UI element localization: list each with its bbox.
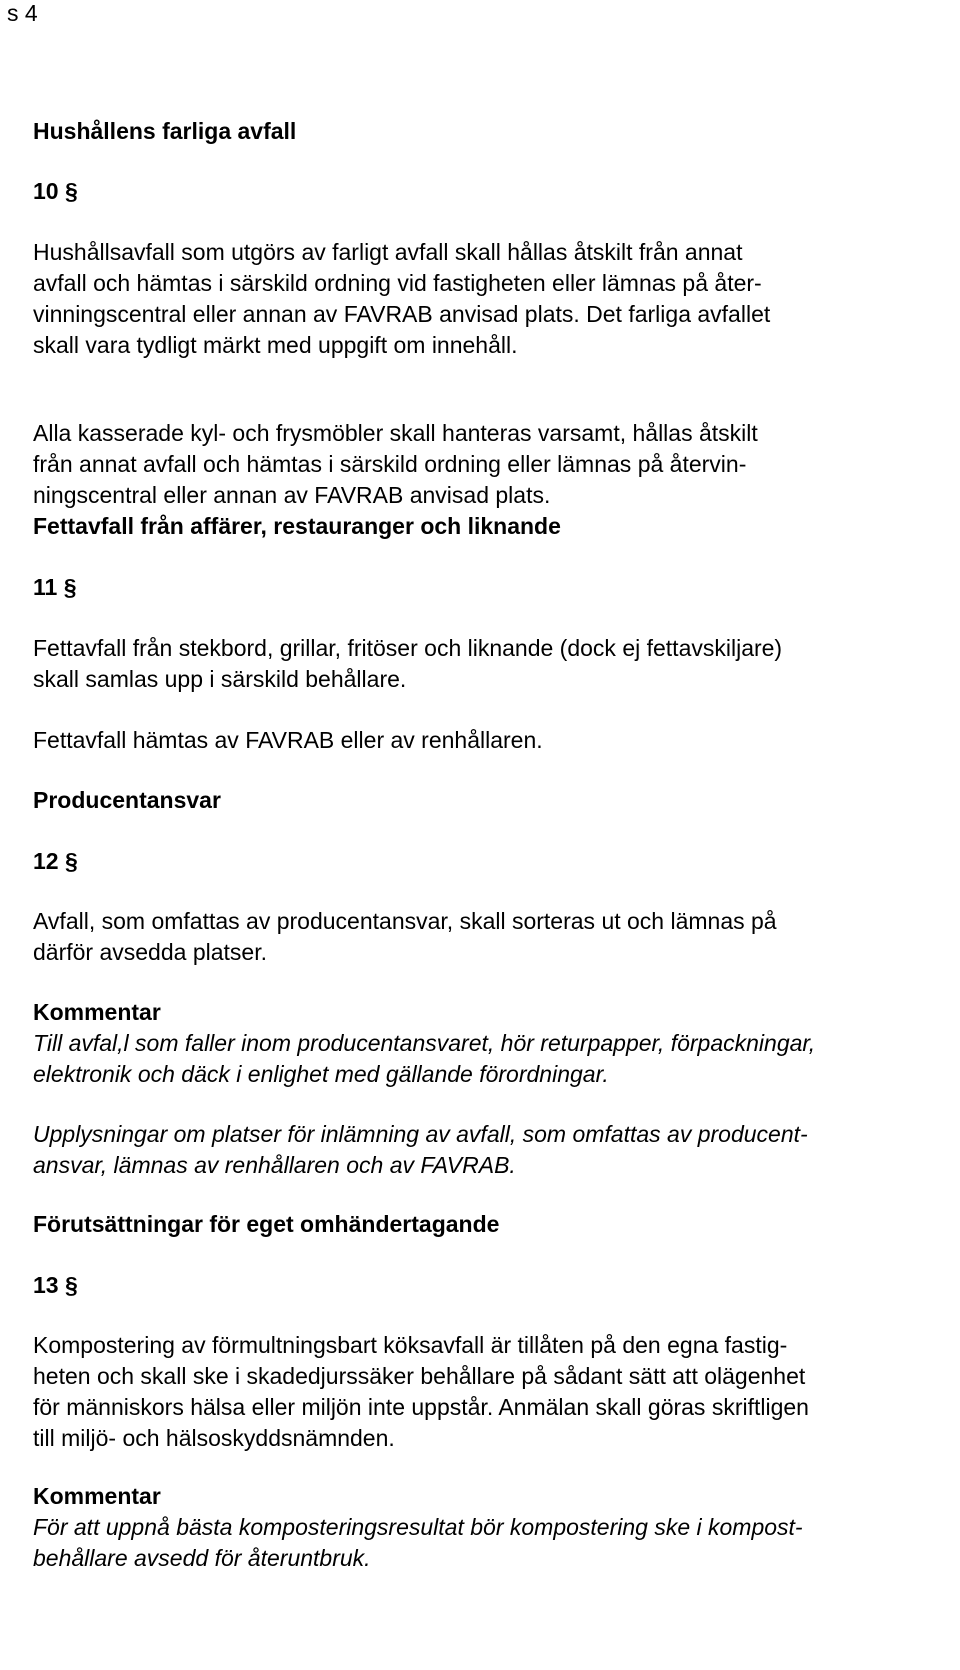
- text-line: Fettavfall från stekbord, grillar, fritöser och liknande (dock ej fettavskiljare): [33, 635, 783, 661]
- text-line: till miljö- och hälsoskyddsnämnden.: [33, 1425, 395, 1451]
- text-line: för människors hälsa eller miljön inte uppstår. Anmälan skall göras skriftligen: [33, 1394, 809, 1420]
- paragraph-11-text-1: [33, 633, 782, 695]
- paragraph-number-10: 10 §: [33, 178, 78, 204]
- text-line: vinningscentral eller annan av FAVRAB anvisad plats. Det farliga avfallet: [33, 301, 771, 327]
- paragraph-13-text-1: [33, 1330, 809, 1454]
- text-line: Alla kasserade kyl- och frysmöbler skall hanteras varsamt, hållas åtskilt: [33, 420, 758, 446]
- comment-12-text-1: [33, 1028, 815, 1090]
- text-line: Kompostering av förmultningsbart köksavfall är tillåten på den egna fastig-: [33, 1332, 788, 1358]
- paragraph-11-text-2: [33, 725, 543, 756]
- paragraph-12-text-1: [33, 906, 777, 968]
- text-line: Fettavfall hämtas av FAVRAB eller av renhållaren.: [33, 727, 543, 753]
- comment-heading-12: Kommentar: [33, 999, 161, 1025]
- text-line: ansvar, lämnas av renhållaren och av FAVRAB.: [33, 1152, 516, 1178]
- paragraph-10-text-2: [33, 418, 758, 511]
- text-line: Upplysningar om platser för inlämning av avfall, som omfattas av producent-: [33, 1121, 808, 1147]
- text-line: Avfall, som omfattas av producentansvar, skall sorteras ut och lämnas på: [33, 908, 777, 934]
- section-heading-grease-waste: Fettavfall från affärer, restauranger och liknande: [33, 513, 561, 539]
- text-line: skall vara tydligt märkt med uppgift om innehåll.: [33, 332, 518, 358]
- text-line: från annat avfall och hämtas i särskild ordning eller lämnas på återvin-: [33, 451, 747, 477]
- text-line: Hushållsavfall som utgörs av farligt avfall skall hållas åtskilt från annat: [33, 239, 743, 265]
- text-line: För att uppnå bästa komposteringsresultat bör kompostering ske i kompost-: [33, 1514, 803, 1540]
- comment-12-text-2: [33, 1119, 808, 1181]
- text-line: behållare avsedd för återuntbruk.: [33, 1545, 371, 1571]
- comment-13-text-1: [33, 1512, 803, 1574]
- text-line: avfall och hämtas i särskild ordning vid fastigheten eller lämnas på åter-: [33, 270, 762, 296]
- text-line: skall samlas upp i särskild behållare.: [33, 666, 407, 692]
- text-line: därför avsedda platser.: [33, 939, 267, 965]
- text-line: Till avfal,l som faller inom producentansvaret, hör returpapper, förpackningar,: [33, 1030, 816, 1056]
- comment-heading-13: Kommentar: [33, 1483, 161, 1509]
- paragraph-number-12: 12 §: [33, 848, 78, 874]
- paragraph-number-13: 13 §: [33, 1272, 78, 1298]
- text-line: heten och skall ske i skadedjurssäker behållare på sådant sätt att olägenhet: [33, 1363, 806, 1389]
- paragraph-number-11: 11 §: [33, 574, 77, 600]
- page-number: s 4: [7, 0, 38, 26]
- section-heading-own-disposal: Förutsättningar för eget omhändertagande: [33, 1211, 500, 1237]
- section-heading-hazardous-waste: Hushållens farliga avfall: [33, 118, 297, 144]
- paragraph-10-text-1: [33, 237, 770, 361]
- text-line: ningscentral eller annan av FAVRAB anvisad plats.: [33, 482, 551, 508]
- text-line: elektronik och däck i enlighet med gällande förordningar.: [33, 1061, 609, 1087]
- section-heading-producer-responsibility: Producentansvar: [33, 787, 221, 813]
